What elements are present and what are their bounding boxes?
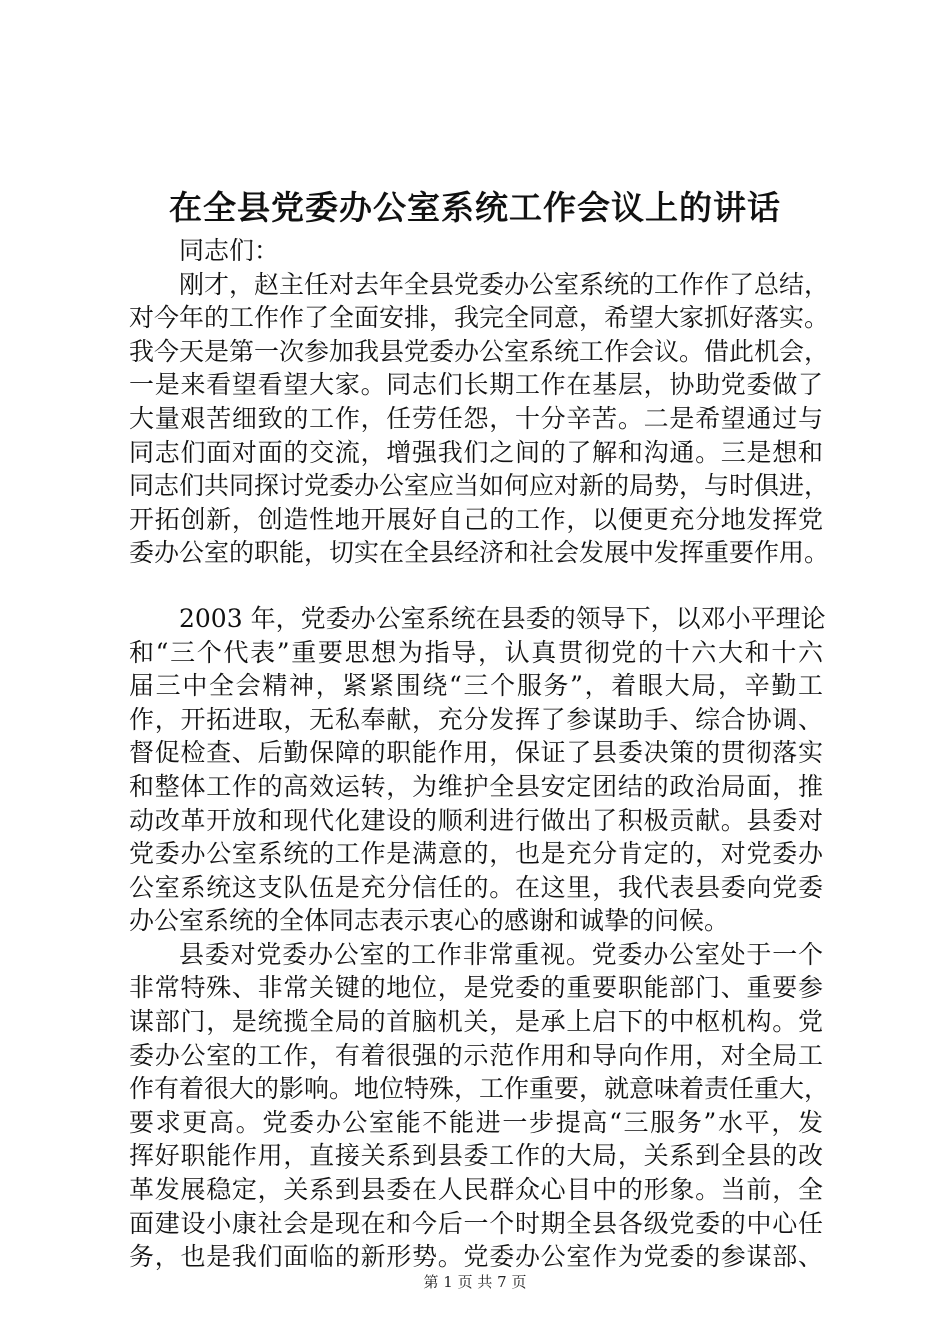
paragraph-2-line: 动改革开放和现代化建设的顺利进行做出了积极贡献。县委对 xyxy=(129,805,823,835)
paragraph-2-line: 作，开拓进取，无私奉献，充分发挥了参谋助手、综合协调、 xyxy=(129,704,823,734)
salutation: 同志们： xyxy=(179,236,280,265)
paragraph-1-line: 委办公室的职能，切实在全县经济和社会发展中发挥重要作用。 xyxy=(129,538,830,568)
paragraph-2-line: 和“三个代表”重要思想为指导，认真贯彻党的十六大和十六 xyxy=(129,637,823,667)
paragraph-3-line: 县委对党委办公室的工作非常重视。党委办公室处于一个 xyxy=(179,939,823,969)
paragraph-1-line: 同志们面对面的交流，增强我们之间的了解和沟通。三是想和 xyxy=(129,437,823,467)
paragraph-1-line: 同志们共同探讨党委办公室应当如何应对新的局势，与时俱进， xyxy=(129,471,830,501)
paragraph-3-line: 作有着很大的影响。地位特殊，工作重要，就意味着责任重大， xyxy=(129,1074,830,1104)
paragraph-2-line: 党委办公室系统的工作是满意的，也是充分肯定的，对党委办 xyxy=(129,839,823,869)
paragraph-1-line: 大量艰苦细致的工作，任劳任怨，十分辛苦。二是希望通过与 xyxy=(129,403,823,433)
paragraph-2-line: 届三中全会精神，紧紧围绕“三个服务”，着眼大局，辛勤工 xyxy=(129,671,823,701)
paragraph-3-line: 革发展稳定，关系到县委在人民群众心目中的形象。当前，全 xyxy=(129,1175,823,1205)
paragraph-1-line: 一是来看望看望大家。同志们长期工作在基层，协助党委做了 xyxy=(129,370,823,400)
document-title: 在全县党委办公室系统工作会议上的讲话 xyxy=(169,188,781,227)
page-footer: 第 1 页 共 7 页 xyxy=(423,1273,527,1291)
paragraph-3-line: 面建设小康社会是现在和今后一个时期全县各级党委的中心任 xyxy=(129,1208,823,1238)
paragraph-1-line: 我今天是第一次参加我县党委办公室系统工作会议。借此机会， xyxy=(129,336,830,366)
paragraph-2-line: 办公室系统的全体同志表示衷心的感谢和诚挚的问候。 xyxy=(129,906,730,936)
document-body xyxy=(129,234,830,1274)
paragraph-3-line: 务，也是我们面临的新形势。党委办公室作为党委的参谋部、 xyxy=(129,1242,823,1272)
paragraph-3-line: 挥好职能作用，直接关系到县委工作的大局，关系到全县的改 xyxy=(129,1141,823,1171)
paragraph-1-line: 开拓创新，创造性地开展好自己的工作，以便更充分地发挥党 xyxy=(129,504,823,534)
paragraph-3-line: 非常特殊、非常关键的地位，是党委的重要职能部门、重要参 xyxy=(129,973,823,1003)
paragraph-2-line: 2003 年，党委办公室系统在县委的领导下，以邓小平理论 xyxy=(179,603,826,633)
paragraph-1-line: 对今年的工作作了全面安排，我完全同意，希望大家抓好落实。 xyxy=(129,303,830,333)
paragraph-2-line: 和整体工作的高效运转，为维护全县安定团结的政治局面，推 xyxy=(129,771,823,801)
paragraph-3-line: 委办公室的工作，有着很强的示范作用和导向作用，对全局工 xyxy=(129,1040,823,1070)
paragraph-3-line: 谋部门，是统揽全局的首脑机关，是承上启下的中枢机构。党 xyxy=(129,1007,823,1037)
paragraph-2-line: 公室系统这支队伍是充分信任的。在这里，我代表县委向党委 xyxy=(129,872,823,902)
paragraph-2-line: 督促检查、后勤保障的职能作用，保证了县委决策的贯彻落实 xyxy=(129,738,823,768)
paragraph-3-line: 要求更高。党委办公室能不能进一步提高“三服务”水平，发 xyxy=(129,1107,823,1137)
paragraph-spacer xyxy=(129,570,823,602)
paragraph-1-line: 刚才，赵主任对去年全县党委办公室系统的工作作了总结， xyxy=(179,269,830,299)
